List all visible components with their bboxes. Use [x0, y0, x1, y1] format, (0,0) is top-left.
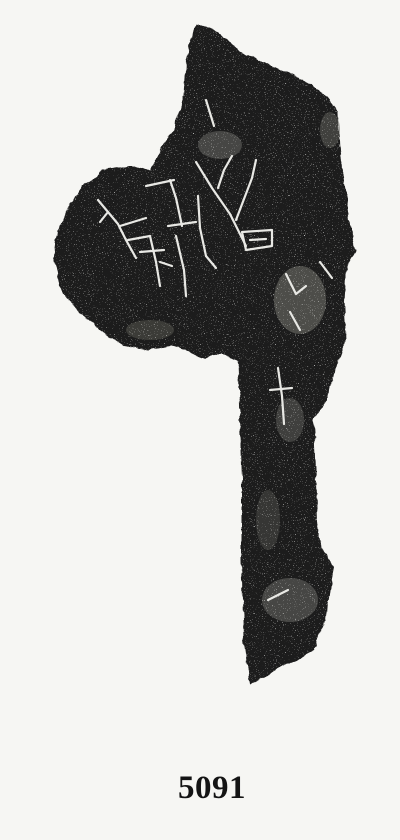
catalog-number: 5091: [178, 770, 246, 806]
